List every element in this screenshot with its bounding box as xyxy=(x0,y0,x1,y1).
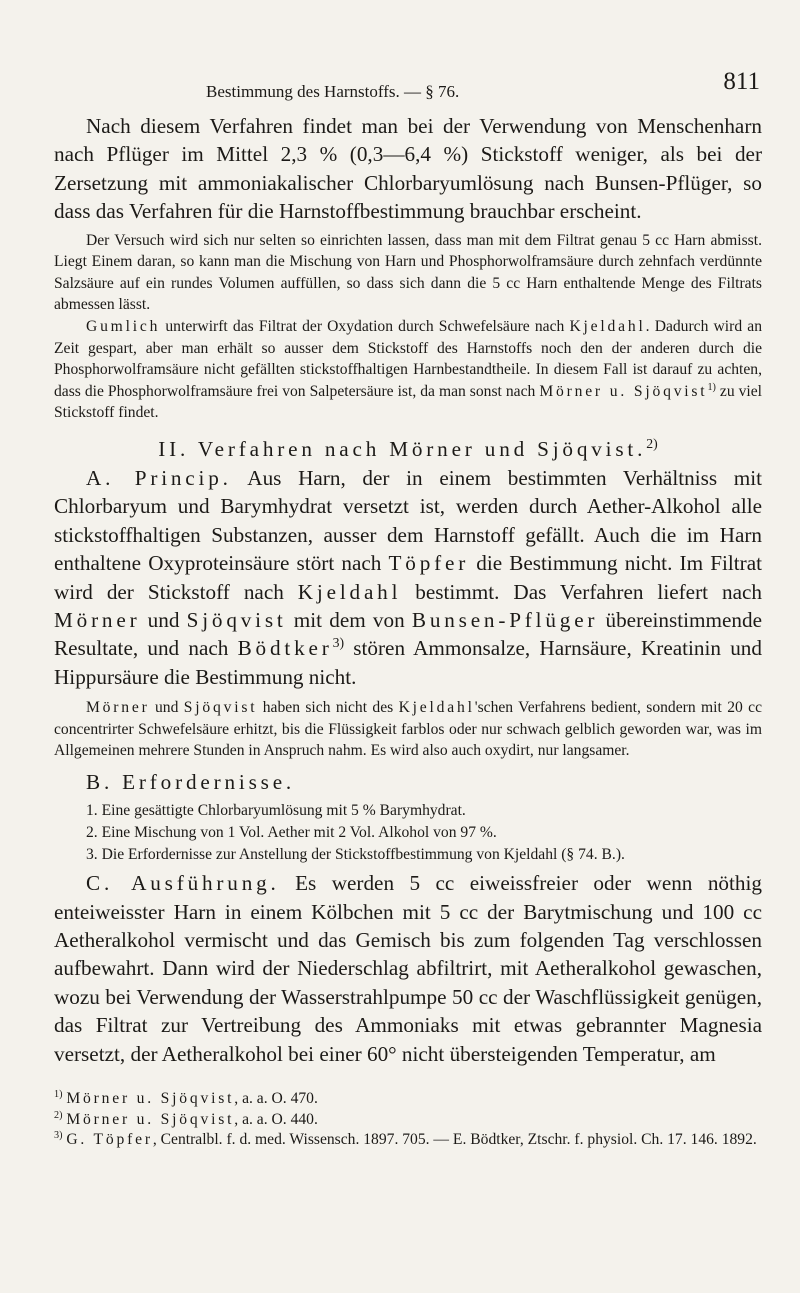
body-text: mit dem von xyxy=(286,608,412,632)
author-name: Kjeldahl xyxy=(569,318,646,335)
body-text: übereinstimmende Resultate, und nach xyxy=(54,608,762,661)
author-name: Gumlich xyxy=(86,318,161,335)
note-paragraph-filtrate: Der Versuch wird sich nur selten so einrichten lassen, dass man mit dem Filtrat genau 5 cc Harn abmisst. Liegt Einem daran, so kann man die Mischung von Harn und Phosphorwolframsäure durch zehnfach verdünnte Salzsäure auf ein rundes Volumen auffüllen, so dass sich dann die 5 cc Harn enthaltende Menge des Filtrats abmessen lässt. xyxy=(54,231,762,314)
author-name: Bunsen-Pflüger xyxy=(411,608,599,632)
subsection-label: A. Princip. xyxy=(86,465,232,490)
author-name: Bödtker xyxy=(237,636,333,661)
author-name: Mörner xyxy=(54,608,141,632)
footnote-text: , a. a. O. 440. xyxy=(234,1110,318,1128)
author-name: Kjeldahl xyxy=(297,579,402,604)
footnote-mark: 1) xyxy=(54,1088,63,1100)
footnote-text: , Centralbl. f. d. med. Wissensch. 1897. 705. — E. Bödtker, Ztschr. f. physiol. Ch. 17. 146. 1892. xyxy=(152,1131,757,1149)
author-name: Töpfer xyxy=(388,551,470,576)
footnote xyxy=(54,1110,762,1131)
footnote xyxy=(54,1089,762,1110)
footnote-divider xyxy=(54,1082,762,1083)
requirements-list xyxy=(54,800,762,865)
footnotes xyxy=(54,1089,762,1151)
footnote-mark: 3) xyxy=(54,1129,63,1141)
paragraph-execution xyxy=(54,869,762,1068)
body-text: die Bestimmung nicht. Im Filtrat wird der Stickstoff nach xyxy=(54,551,762,604)
note-paragraph-gumlich xyxy=(54,316,762,424)
author-name: G. Töpfer xyxy=(66,1131,153,1149)
page-header xyxy=(54,68,762,102)
body-text: Es werden 5 cc eiweissfreier oder wenn nöthig enteiweisster Harn in einem Kölbchen mit 5 cc der Barytmischung und 100 cc Aetheralkohol vermischt und das Gemisch bis zum folgenden Tag verschlossen aufbewahrt. Dann wird der Niederschlag abfiltrirt, mit Aetheralkohol gewaschen, wozu bei Verwendung der Wasserstrahlpumpe 50 cc der Waschflüssigkeit genügen, das Filtrat zur Vertreibung des Ammoniaks mit etwas gebrannter Magnesia versetzt, der Aetheralkohol bei einer 60° nicht übersteigenden Temperatur, am xyxy=(54,871,762,1066)
requirements-heading xyxy=(54,768,762,796)
author-name: Mörner u. Sjöqvist xyxy=(66,1110,235,1128)
author-name: Mörner u. Sjöqvist xyxy=(66,1090,235,1108)
author-name: Sjöqvist xyxy=(186,608,287,632)
body-text: und xyxy=(140,608,187,632)
paragraph-principle xyxy=(54,464,762,691)
body-text: stören Ammonsalze, Harnsäure, Kreatinin und Hippursäure die Bestimmung nicht. xyxy=(54,636,762,689)
section-title: II. Verfahren nach Mörner und Sjöqvist. xyxy=(158,436,647,461)
list-item: 2. Eine Mischung von 1 Vol. Aether mit 2 Vol. Alkohol von 97 %. xyxy=(86,824,497,841)
footnote-ref: 3) xyxy=(332,635,345,651)
page-body xyxy=(54,112,762,1151)
footnote-text: , a. a. O. 470. xyxy=(234,1090,318,1108)
running-head: Bestimmung des Harnstoffs. — § 76. xyxy=(206,82,460,101)
list-item: 1. Eine gesättigte Chlorbaryumlösung mit 5 % Barymhydrat. xyxy=(86,802,466,820)
note-text: . Dadurch wird an Zeit gespart, aber man erhält so ausser dem Stickstoff des Harnstoffs noch den der anderen durch die Phosphorwolframsäure nicht gefällten stickstoffhaltigen Harnbestandtheile. In diesem Fall ist darauf zu achten, dass die Phosphorwolframsäure frei von Salpetersäure ist, da man sonst nach xyxy=(54,318,762,400)
body-text: bestimmt. Das Verfahren liefert nach xyxy=(401,579,762,604)
subsection-label: C. Ausführung. xyxy=(86,871,280,896)
author-name: Mörner xyxy=(86,699,150,717)
note-text: 'schen Verfahrens bedient, sondern mit 20 cc concentrirter Schwefelsäure erhitzt, bis die Flüssigkeit farblos oder nur schwach gelblich geworden war, was im Allgemeinen mehrere Stunden in Anspruch nahm. Es wird also auch oxydirt, nur langsamer. xyxy=(54,699,763,760)
paragraph-intro: Nach diesem Verfahren findet man bei der Verwendung von Menschenharn nach Pflüger im Mittel 2,3 % (0,3—6,4 %) Stickstoff weniger, als bei der Zersetzung mit ammoniakalischer Chlorbaryumlösung nach Bunsen-Pflüger, so dass das Verfahren für die Harnstoffbestimmung brauchbar erscheint. xyxy=(54,114,762,224)
footnote-ref: 2) xyxy=(646,435,658,451)
page-number: 811 xyxy=(723,68,760,95)
footnote-ref: 1) xyxy=(707,381,716,393)
subsection-label: B. Erfordernisse. xyxy=(86,770,296,794)
note-text: zu viel Stickstoff findet. xyxy=(54,382,762,422)
body-text: Aus Harn, der in einem bestimmten Verhältniss mit Chlorbaryum und Barymhydrat versetzt ist, werden durch Aether-Alkohol alle stickstoffhaltigen Substanzen, ausser dem Harnstoff gefällt. Auch die im Harn enthaltene Oxyproteinsäure stört nach xyxy=(54,465,763,576)
footnote xyxy=(54,1130,762,1151)
author-name: Kjeldahl xyxy=(398,699,475,717)
note-text: haben sich nicht des xyxy=(257,699,399,717)
section-heading xyxy=(54,434,762,464)
note-text: und xyxy=(149,699,184,717)
footnote-mark: 2) xyxy=(54,1109,63,1121)
note-text: unterwirft das Filtrat der Oxydation durch Schwefelsäure nach xyxy=(160,318,570,335)
author-name: Mörner u. Sjöqvist xyxy=(539,382,708,400)
author-name: Sjöqvist xyxy=(183,699,258,717)
list-item: 3. Die Erfordernisse zur Anstellung der Stickstoffbestimmung von Kjeldahl (§ 74. B.). xyxy=(86,845,625,863)
note-paragraph-method xyxy=(54,697,762,762)
